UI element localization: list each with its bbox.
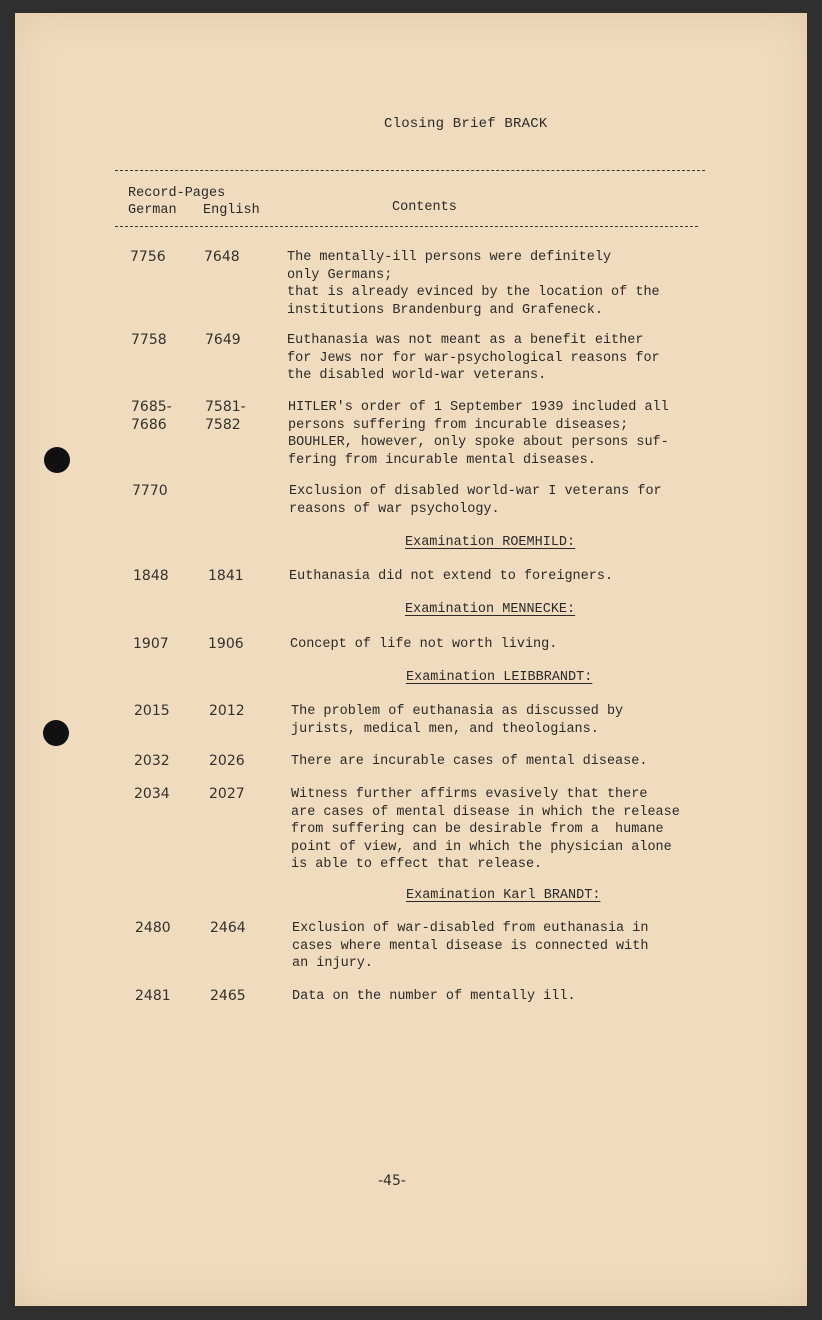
row-contents: Exclusion of disabled world-war I veterans for reasons of war psychology. [289,484,662,517]
german-page: 1907 [133,636,169,652]
page-number: -45- [378,1173,406,1189]
header-english: English [203,203,260,218]
english-page: 7581- 7582 [205,399,246,433]
english-page: 2012 [209,703,245,719]
german-page: 7770 [132,483,168,499]
row-contents: Euthanasia was not meant as a benefit either for Jews nor for war-psychological reasons for the disabled world-war veterans. [287,333,660,383]
english-page: 2464 [210,920,246,936]
german-page: 2015 [134,703,170,719]
row-contents: The problem of euthanasia as discussed by jurists, medical men, and theologians. [291,704,624,737]
german-page: 2481 [135,988,171,1004]
section-heading-brandt: Examination Karl BRANDT: [406,888,601,903]
german-page: 2034 [134,786,170,802]
punch-hole-top [44,447,70,473]
german-page: 2032 [134,753,170,769]
header-rule-bottom [115,226,698,227]
german-page: 7758 [131,332,167,348]
row-contents: Data on the number of mentally ill. [292,989,576,1004]
english-page: 2026 [209,753,245,769]
row-contents: Witness further affirms evasively that there are cases of mental disease in which the release from suffering can be desirable from a humane point of view, and in which the physician alone is able to effect that release. [291,787,680,872]
german-page: 2480 [135,920,171,936]
german-page: 1848 [133,568,169,584]
english-page: 7649 [205,332,241,348]
row-contents: Concept of life not worth living. [290,637,558,652]
document-title: Closing Brief BRACK [384,116,548,132]
section-heading-roemhild: Examination ROEMHILD: [405,535,576,550]
punch-hole-bottom [43,720,69,746]
row-contents: HITLER's order of 1 September 1939 included all persons suffering from incurable diseases; BOUHLER, however, only spoke about persons suf- fering from incurable mental diseases. [288,400,669,468]
english-page: 2465 [210,988,246,1004]
english-page: 7648 [204,249,240,265]
german-page: 7685- 7686 [131,399,172,433]
row-contents: There are incurable cases of mental disease. [291,754,648,769]
header-contents: Contents [392,200,457,215]
header-german: German [128,203,177,218]
english-page: 1906 [208,636,244,652]
row-contents: The mentally-ill persons were definitely only Germans; that is already evinced by the location of the institutions Brandenburg and Grafeneck. [287,250,660,318]
row-contents: Exclusion of war-disabled from euthanasia in cases where mental disease is connected with an injury. [292,921,649,971]
section-heading-leibbrandt: Examination LEIBBRANDT: [406,670,593,685]
row-contents: Euthanasia did not extend to foreigners. [289,569,614,584]
header-record-pages: Record-Pages [128,186,226,201]
english-page: 1841 [208,568,244,584]
section-heading-mennecke: Examination MENNECKE: [405,602,576,617]
header-rule-top [115,170,705,171]
german-page: 7756 [130,249,166,265]
english-page: 2027 [209,786,245,802]
